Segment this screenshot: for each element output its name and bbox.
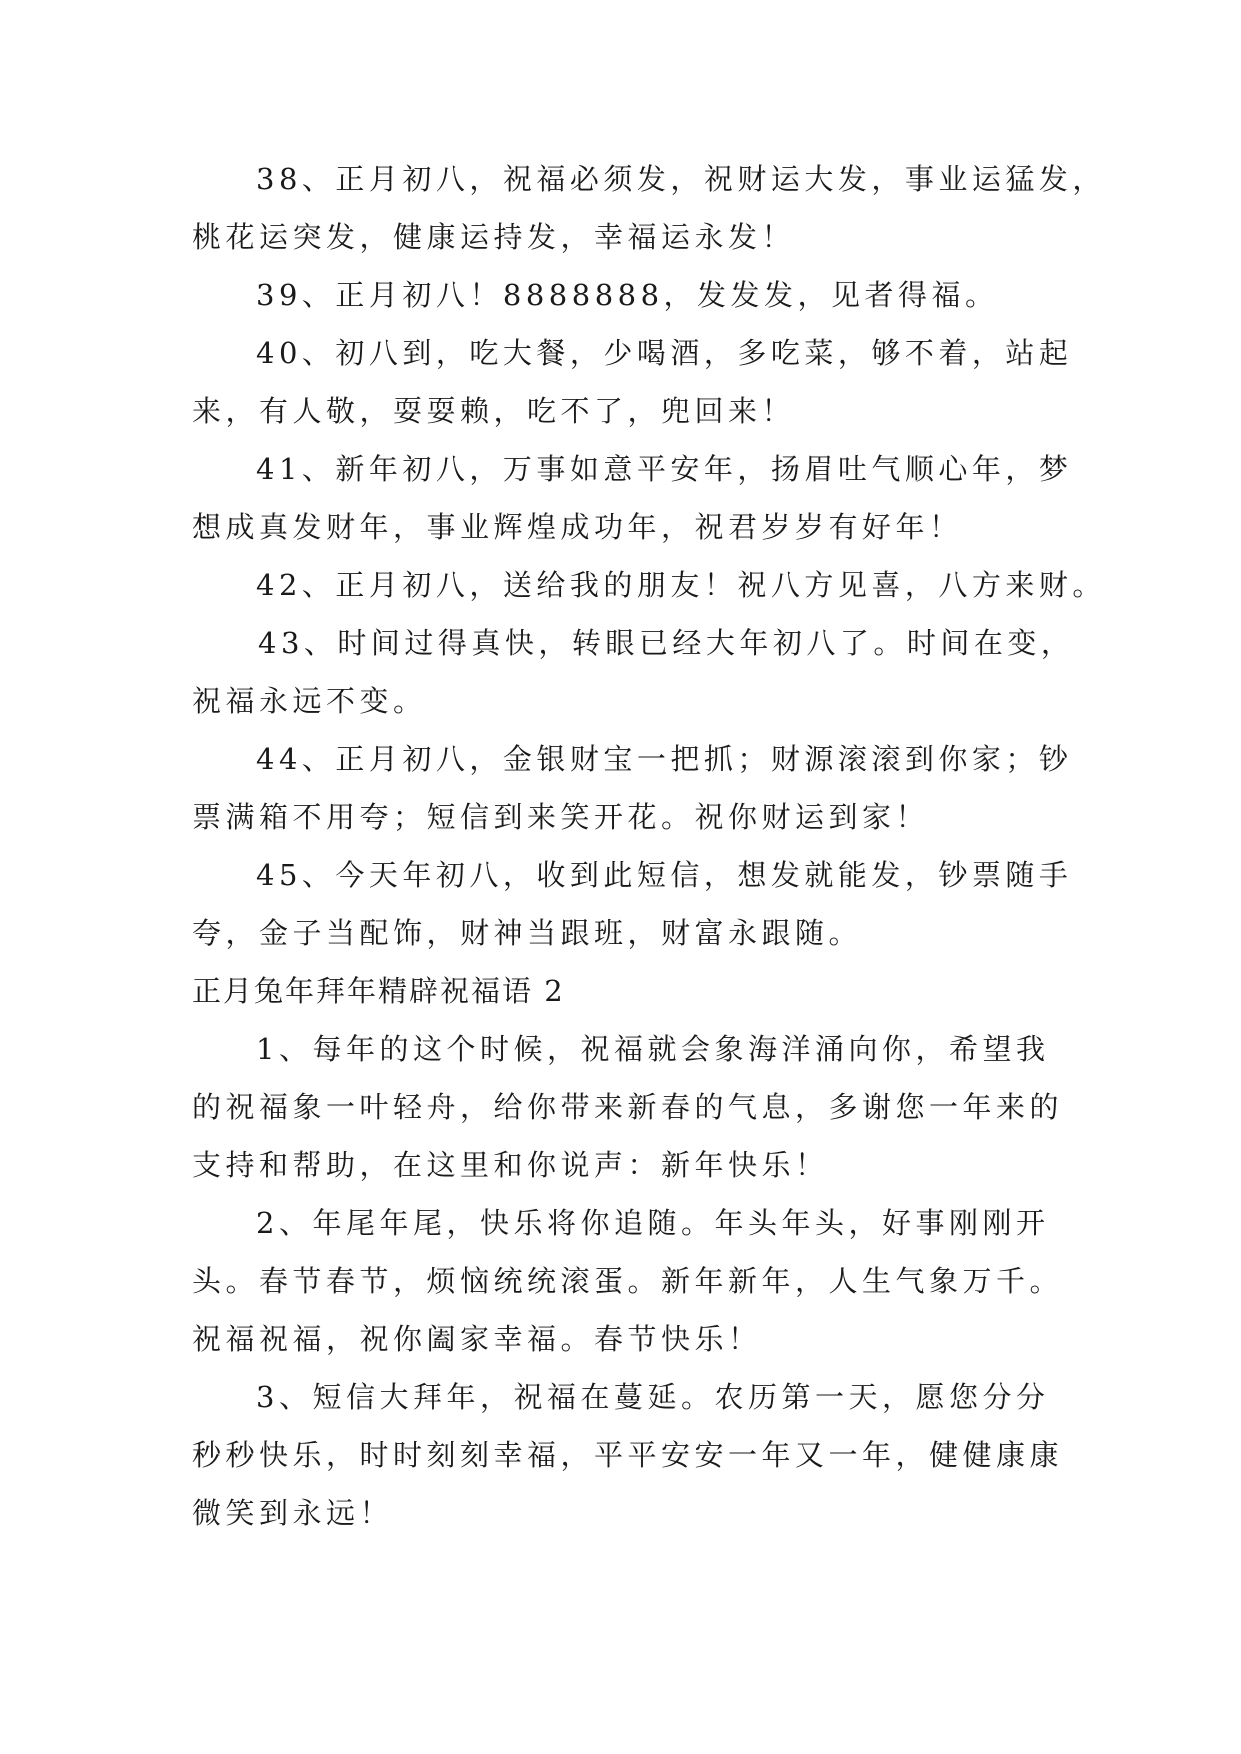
- paragraph-line: 祝福祝福，祝你阖家幸福。春节快乐！: [192, 1322, 762, 1356]
- paragraph-line: 39、正月初八！8888888，发发发，见者得福。: [256, 278, 999, 312]
- paragraph-45: [192, 846, 1073, 962]
- paragraph-40: [192, 324, 1073, 440]
- paragraph-43: [192, 614, 1075, 730]
- section-paragraph-2: [192, 1194, 1064, 1368]
- paragraph-line: 45、今天年初八，收到此短信，想发就能发，钞票随手: [256, 858, 1073, 892]
- section-heading: 正月兔年拜年精辟祝福语 2: [192, 974, 565, 1008]
- paragraph-line: 43、时间过得真快，转眼已经大年初八了。时间在变，: [258, 626, 1075, 660]
- paragraph-line: 41、新年初八，万事如意平安年，扬眉吐气顺心年，梦: [256, 452, 1073, 486]
- paragraph-line: 桃花运突发，健康运持发，幸福运永发！: [192, 220, 796, 254]
- paragraph-line: 3、短信大拜年，祝福在蔓延。农历第一天，愿您分分: [256, 1380, 1050, 1414]
- paragraph-line: 支持和帮助，在这里和你说声：新年快乐！: [192, 1148, 829, 1182]
- paragraph-44: [192, 730, 1073, 846]
- paragraph-line: 的祝福象一叶轻舟，给你带来新春的气息，多谢您一年来的: [192, 1090, 1064, 1124]
- paragraph-line: 40、初八到，吃大餐，少喝酒，多吃菜，够不着，站起: [256, 336, 1073, 370]
- section-paragraph-1: [192, 1020, 1064, 1194]
- paragraph-39: [192, 266, 1052, 324]
- paragraph-line: 祝福永远不变。: [192, 684, 427, 718]
- paragraph-line: 2、年尾年尾，快乐将你追随。年头年头，好事刚刚开: [256, 1206, 1050, 1240]
- paragraph-line: 秒秒快乐，时时刻刻幸福，平平安安一年又一年，健健康康: [192, 1438, 1064, 1472]
- paragraph-line: 1、每年的这个时候，祝福就会象海洋涌向你，希望我: [256, 1032, 1050, 1066]
- paragraph-line: 38、正月初八，祝福必须发，祝财运大发，事业运猛发，: [256, 162, 1106, 196]
- document-body: [192, 150, 1106, 1542]
- paragraph-38: [192, 150, 1106, 266]
- paragraph-41: [192, 440, 1073, 556]
- paragraph-line: 微笑到永远！: [192, 1496, 394, 1530]
- paragraph-line: 来，有人敬，耍耍赖，吃不了，兜回来！: [192, 394, 796, 428]
- paragraph-line: 44、正月初八，金银财宝一把抓；财源滚滚到你家；钞: [256, 742, 1073, 776]
- paragraph-line: 票满箱不用夸；短信到来笑开花。祝你财运到家！: [192, 800, 930, 834]
- paragraph-42: [192, 556, 1106, 614]
- paragraph-line: 42、正月初八，送给我的朋友！祝八方见喜，八方来财。: [256, 568, 1106, 602]
- paragraph-line: 想成真发财年，事业辉煌成功年，祝君岁岁有好年！: [192, 510, 963, 544]
- paragraph-line: 夸，金子当配饰，财神当跟班，财富永跟随。: [192, 916, 863, 950]
- section-paragraph-3: [192, 1368, 1064, 1542]
- paragraph-line: 头。春节春节，烦恼统统滚蛋。新年新年，人生气象万千。: [192, 1264, 1064, 1298]
